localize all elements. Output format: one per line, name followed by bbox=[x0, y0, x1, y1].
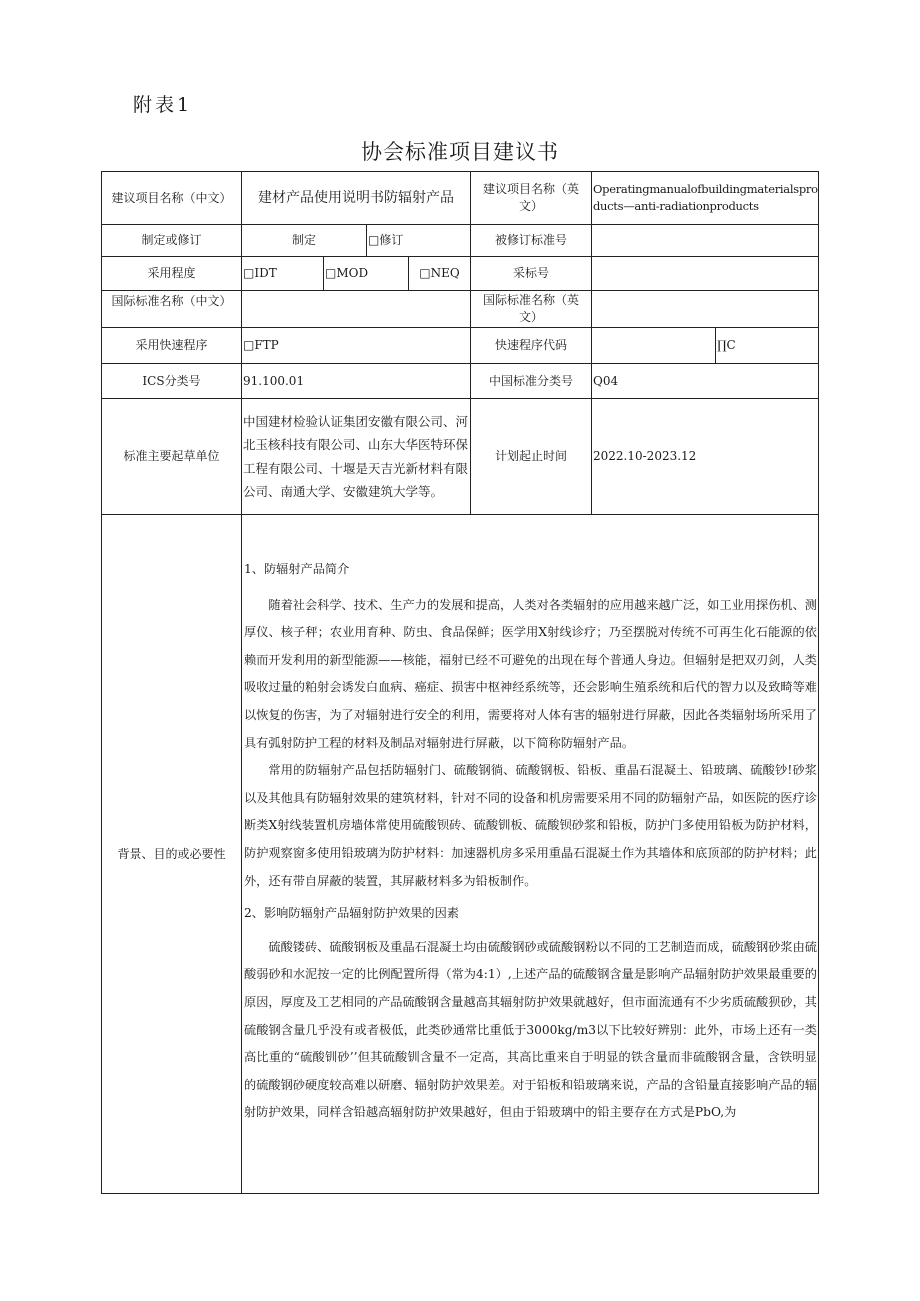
background-content bbox=[242, 515, 819, 1193]
name-cn-label: 建议项目名称（中文） bbox=[102, 172, 242, 225]
page-title: 协会标准项目建议书 bbox=[361, 140, 559, 164]
intl-name-cn-value[interactable] bbox=[242, 291, 471, 328]
attachment-label: 附表1 bbox=[133, 94, 193, 116]
fast-procedure-code-blank[interactable] bbox=[592, 328, 716, 364]
fast-procedure-code-label: 快速程序代码 bbox=[471, 328, 592, 364]
ics-label: ICS分类号 bbox=[102, 364, 242, 399]
intl-name-cn-label: 国际标准名称（中文） bbox=[102, 291, 242, 328]
adopt-number-label: 采标号 bbox=[471, 257, 592, 291]
adopt-option-mod[interactable]: □MOD bbox=[324, 257, 409, 291]
revised-standard-label: 被修订标准号 bbox=[471, 225, 592, 257]
paragraph-factors: 硫酸镂砖、硫酸钢板及重晶石混凝土均由硫酸钢砂或硫酸钢粉以不同的工艺制造而成，硫酸钢砂浆由硫酸弱砂和水泥按一定的比例配置所得（常为4:1）,上述产品的硫酸钢含量是影响产品辐射防护效果最重要的原因，厚度及工艺相同的产品硫酸钢含量越高其辐射防护效果就越好，但市面流通有不少劣质硫酸狈砂，其硫酸钢含量几乎没有或者极低，此类砂通常比重低于3000kg∕m3以下比较好辨别：此外，市场上还有一类高比重的“硫酸钏砂’’但其硫酸钏含量不一定高，其高比重来自于明显的铁含量而非硫酸钢含量，含铁明显的硫酸钢砂硬度较高难以研磨、辐射防护效果差。对于铅板和铅玻璃来说，产品的含铅量直接影响产品的辐射防护效果，同样含铅越高辐射防护效果越好，但由于铅玻璃中的铅主要存在方式是PbO,为 bbox=[244, 939, 817, 1120]
revise-label: 制定或修订 bbox=[102, 225, 242, 257]
revise-option-establish[interactable]: 制定 bbox=[242, 225, 367, 257]
revise-option-revise[interactable]: □修订 bbox=[367, 225, 471, 257]
intl-name-en-value[interactable] bbox=[592, 291, 818, 328]
section-heading-factors: 2、影响防辐射产品辐射防护效果的因素 bbox=[244, 906, 459, 921]
adopt-label: 采用程度 bbox=[102, 257, 242, 291]
adopt-option-idt[interactable]: □IDT bbox=[242, 257, 324, 291]
adopt-number-value[interactable] bbox=[592, 257, 818, 291]
drafter-label: 标准主要起草单位 bbox=[102, 399, 242, 515]
adopt-option-neq[interactable]: □NEQ bbox=[409, 257, 471, 291]
name-en-value: Operatingmanualofbuildingmaterialsproducts—anti-radiationproducts bbox=[592, 172, 818, 225]
plan-period-label: 计划起止时间 bbox=[471, 399, 592, 515]
proposal-form-table bbox=[101, 171, 819, 1194]
ccs-label: 中国标准分类号 bbox=[471, 364, 592, 399]
name-en-label: 建议项目名称（英文） bbox=[471, 172, 592, 225]
paragraph-common-products: 常用的防辐射产品包括防辐射门、硫酸钢徜、硫酸钢板、铅板、重晶石混凝土、铅玻璃、硫酸钞!砂浆以及其他具有防辐射效果的建筑材料，针对不同的设备和机房需要采用不同的防辐射产品，如医院的医疗诊断类X射线装置机房墙体常使用硫酸钡砖、硫酸钏板、硫酸钡砂浆和铅板，防护门多使用铅板为防护材料，防护观察窗多使用铅玻璃为防护材料：加速器机房多采用重晶石混凝土作为其墙体和底顶部的防护材料；此外，还有带自屏蔽的装置，其屏蔽材料多为铅板制作。 bbox=[244, 763, 817, 888]
fast-procedure-option[interactable]: □FTP bbox=[242, 328, 471, 364]
intl-name-en-label: 国际标准名称（英文） bbox=[471, 291, 592, 328]
fast-procedure-code-value[interactable]: ∏C bbox=[716, 328, 818, 364]
paragraph-intro: 随着社会科学、技术、生产力的发展和提高，人类对各类辐射的应用越来越广泛，如工业用探伤机、测厚仪、核子秤；农业用育种、防虫、食品保鲜；医学用X射线诊疗；乃至摆脱对传统不可再生化石能源的依赖而开发利用的新型能源——核能，福射已经不可避免的出现在每个普通人身边。但辐射是把双刃剑，人类吸收过量的粕射会诱发白血病、癌症、损害中枢神经系统等，还会影响生殖系统和后代的智力以及致畸等难以恢复的伤害，为了对辐射进行安全的利用，需要将对人体有害的辐射进行屏蔽，因此各类辐射场所采用了具有弧射防护工程的材料及制品对辐射进行屏蔽，以下简称防辐射产品。 bbox=[244, 597, 817, 750]
section-heading-intro: 1、防辐射产品简介 bbox=[244, 562, 350, 576]
ccs-value: Q04 bbox=[592, 364, 818, 399]
revised-standard-value[interactable] bbox=[592, 225, 818, 257]
drafter-value: 中国建材检验认证集团安徽有限公司、河北玉核科技有限公司、山东大华医特环保工程有限公司、十堰是天吉光新材料有限公司、南通大学、安徽建筑大学等。 bbox=[242, 399, 471, 515]
plan-period-value: 2022.10-2023.12 bbox=[592, 399, 818, 515]
fast-procedure-label: 采用快速程序 bbox=[102, 328, 242, 364]
ics-value: 91.100.01 bbox=[242, 364, 471, 399]
name-cn-value: 建材产品使用说明书防辐射产品 bbox=[242, 172, 471, 225]
background-label: 背景、目的或必要性 bbox=[102, 515, 242, 1193]
